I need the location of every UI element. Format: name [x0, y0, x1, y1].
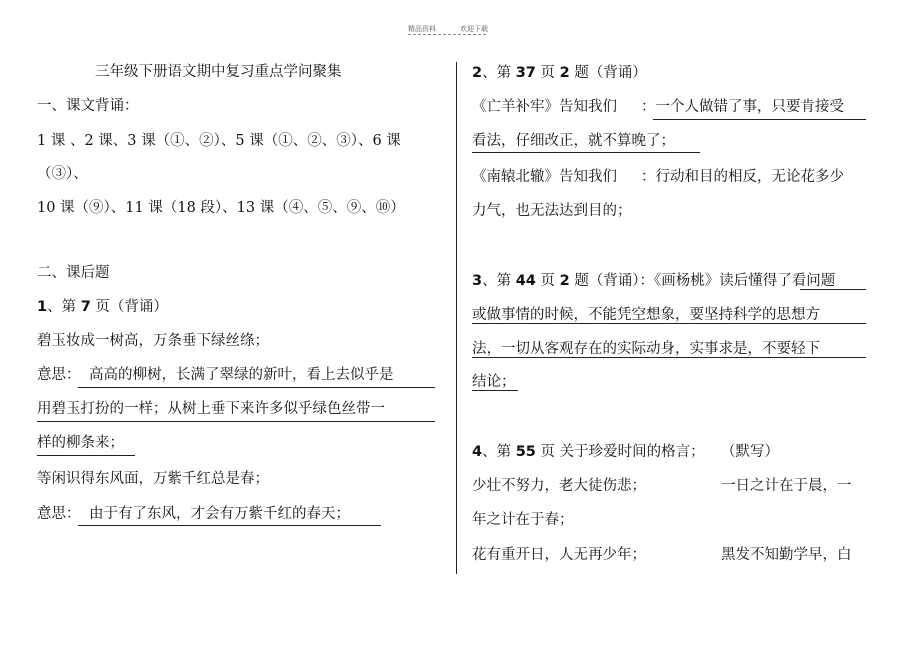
- item3-line1: 3、第 44 页 2 题（背诵）：《画杨桃》读后懂得了看问题: [472, 273, 836, 289]
- meaning-1-line3: 样的柳条来；: [37, 435, 124, 451]
- meaning-1-line2: 用碧玉打扮的一样；从树上垂下来许多似乎绿色丝带一: [37, 401, 385, 417]
- story2-title: 《南辕北辙》告知我们: [472, 169, 617, 185]
- story1-line1: ：一个人做错了事，只要肯接受: [641, 99, 844, 115]
- section2-heading: 二、课后题: [37, 265, 110, 281]
- meaning-label-1: 意思：: [37, 367, 81, 383]
- quote1-c: 年之计在于春；: [472, 512, 574, 528]
- header-dashed-line: [408, 34, 486, 35]
- meaning-2-line: 由于有了东风，才会有万紫千红的春天；: [89, 506, 350, 522]
- document-title: 三年级下册语文期中复习重点学问聚集: [95, 64, 342, 80]
- story1-line2: 看法，仔细改正，就不算晚了；: [472, 133, 675, 149]
- item3-line3: 法，一切从客观存在的实际动身，实事求是，不要轻下: [472, 341, 820, 357]
- answer-underline: [37, 421, 435, 422]
- answer-underline: [78, 525, 381, 526]
- recite-list-line2: （③）、: [37, 166, 88, 182]
- answer-underline: [800, 289, 866, 290]
- answer-underline: [472, 152, 700, 153]
- quote1-b: 一日之计在于晨，一: [721, 478, 852, 494]
- header-right-text: 欢迎下载: [460, 25, 488, 33]
- section1-heading: 一、课文背诵：: [37, 98, 139, 114]
- item4-dictation-note: （默写）: [721, 444, 779, 460]
- meaning-1-line1: 高高的柳树，长满了翠绿的新叶，看上去似乎是: [89, 367, 394, 383]
- item2-page: 37: [515, 65, 536, 81]
- item3-page: 44: [515, 273, 536, 289]
- item3-line2: 或做事情的时候，不能凭空想象，要坚持科学的思想方: [472, 307, 820, 323]
- quote2-b: 黑发不知勤学早，白: [721, 547, 852, 563]
- item2-question: 2: [559, 65, 570, 81]
- story2-line2: 力气，也无法达到目的；: [472, 203, 632, 219]
- item4-heading: 4、第 55 页 关于珍爱时间的格言；: [472, 444, 705, 460]
- poem-line-2: 等闲识得东风面，万紫千红总是春；: [37, 471, 269, 487]
- item4-page: 55: [515, 444, 536, 460]
- story1-title: 《亡羊补牢》告知我们: [472, 99, 617, 115]
- item3-question: 2: [559, 273, 570, 289]
- answer-underline: [472, 357, 866, 358]
- column-divider: [456, 62, 457, 574]
- page-header: [408, 24, 488, 34]
- item4-number: 4: [472, 444, 483, 460]
- answer-underline: [78, 387, 435, 388]
- answer-underline: [472, 323, 866, 324]
- item1-heading: 1、第 7 页（背诵）: [37, 299, 168, 315]
- answer-underline: [472, 390, 518, 391]
- answer-underline: [653, 119, 866, 120]
- meaning-label-2: 意思：: [37, 506, 81, 522]
- answer-underline: [37, 455, 135, 456]
- quote1-a: 少壮不努力，老大徒伤悲；: [472, 478, 646, 494]
- item3-number: 3: [472, 273, 483, 289]
- quote2-a: 花有重开日，人无再少年；: [472, 547, 646, 563]
- recite-list-line3: 10 课（⑨）、11 课（18 段）、13 课（④、⑤、⑨、⑩）: [37, 200, 405, 216]
- story2-line1: ：行动和目的相反，无论花多少: [641, 169, 844, 185]
- item2-heading: 2、第 37 页 2 题（背诵）: [472, 65, 647, 81]
- item3-line4: 结论；: [472, 374, 516, 390]
- recite-list-line1: 1 课 、2 课、3 课（①、②）、5 课（①、②、③）、6 课: [37, 133, 401, 149]
- header-left-text: 精品资料: [408, 25, 436, 33]
- item2-number: 2: [472, 65, 483, 81]
- poem-line-1: 碧玉妆成一树高，万条垂下绿丝绦；: [37, 333, 269, 349]
- item1-number: 1: [37, 299, 48, 315]
- item1-page: 7: [80, 299, 91, 315]
